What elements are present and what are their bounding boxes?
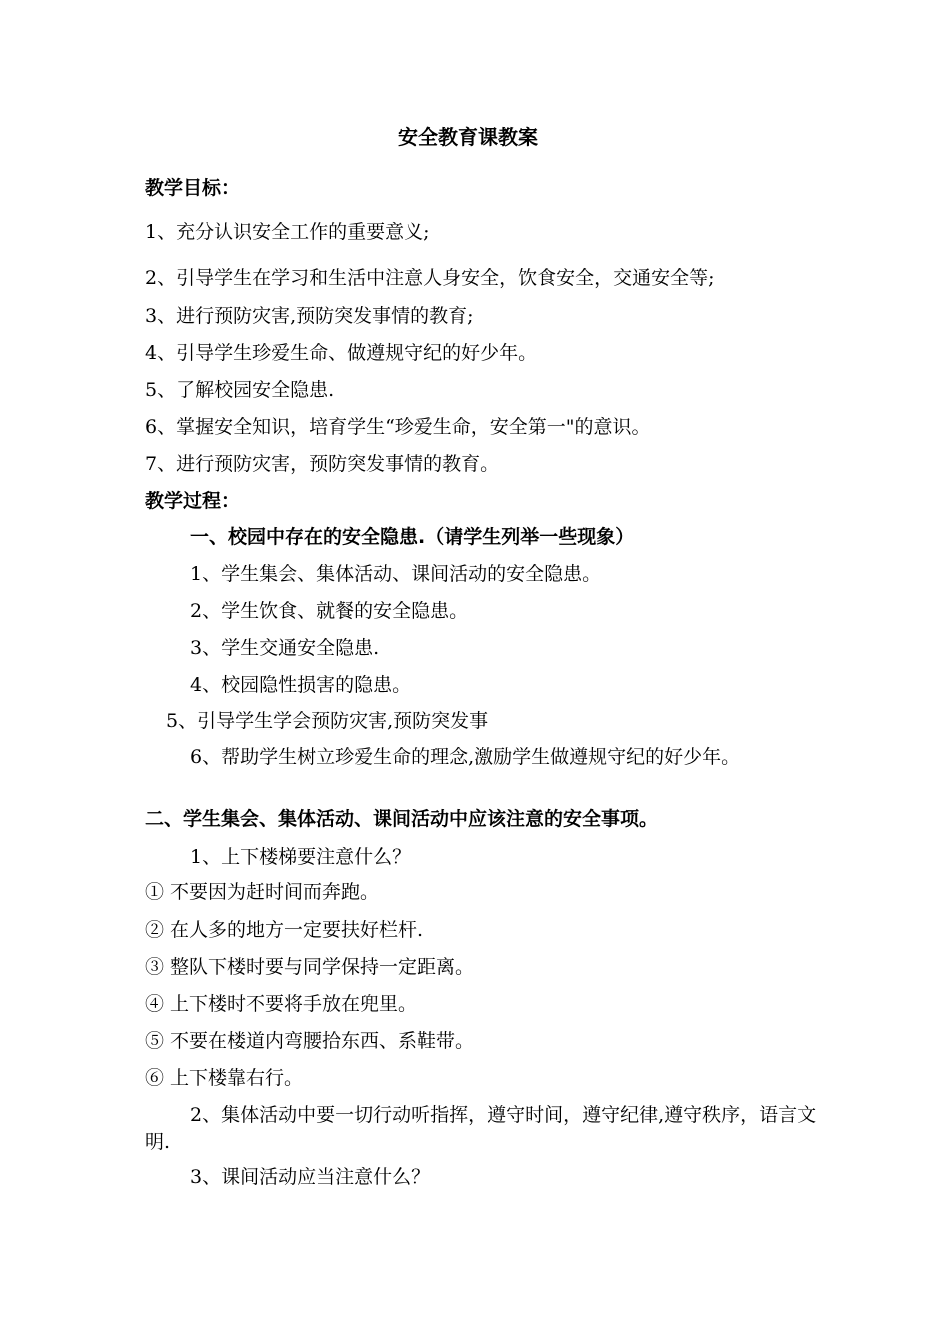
section2-group-activity: 2、集体活动中要一切行动听指挥，遵守时间，遵守纪律,遵守秩序，语言文明. xyxy=(145,1104,817,1153)
stairs-rule: ③ 整队下楼时要与同学保持一定距离。 xyxy=(145,956,475,978)
section1-item: 4、校园隐性损害的隐患。 xyxy=(190,674,412,696)
objective-item: 1、充分认识安全工作的重要意义; xyxy=(145,221,430,243)
section1-item: 6、帮助学生树立珍爱生命的理念,激励学生做遵规守纪的好少年。 xyxy=(190,746,741,768)
stairs-rule: ① 不要因为赶时间而奔跑。 xyxy=(145,881,380,903)
section1-item: 2、学生饮食、就餐的安全隐患。 xyxy=(190,600,469,622)
objectives-heading: 教学目标： xyxy=(145,177,241,199)
section1-item: 1、学生集会、集体活动、课间活动的安全隐患。 xyxy=(190,563,602,585)
process-heading: 教学过程： xyxy=(145,490,241,512)
section2-question-stairs: 1、上下楼梯要注意什么？ xyxy=(190,846,412,868)
stairs-rule: ④ 上下楼时不要将手放在兜里。 xyxy=(145,993,418,1015)
section1-item: 5、引导学生学会预防灾害,预防突发事 xyxy=(166,710,489,732)
section1-heading: 一、校园中存在的安全隐患.（请学生列举一些现象） xyxy=(190,526,635,548)
stairs-rule: ⑥ 上下楼靠右行。 xyxy=(145,1067,304,1089)
objective-item: 4、引导学生珍爱生命、做遵规守纪的好少年。 xyxy=(145,342,538,364)
objective-item: 3、进行预防灾害,预防突发事情的教育; xyxy=(145,305,474,327)
document-title: 安全教育课教案 xyxy=(398,125,538,149)
objective-item: 5、了解校园安全隐患. xyxy=(145,379,335,401)
section2-question-break: 3、课间活动应当注意什么？ xyxy=(190,1166,431,1188)
objective-item: 7、进行预防灾害，预防突发事情的教育。 xyxy=(145,453,500,475)
stairs-rule: ② 在人多的地方一定要扶好栏杆. xyxy=(145,919,424,941)
objective-item: 2、引导学生在学习和生活中注意人身安全，饮食安全，交通安全等; xyxy=(145,267,715,289)
objective-item: 6、掌握安全知识，培育学生“珍爱生命，安全第一"的意识。 xyxy=(145,416,651,438)
section1-item: 3、学生交通安全隐患. xyxy=(190,637,380,659)
stairs-rule: ⑤ 不要在楼道内弯腰拾东西、系鞋带。 xyxy=(145,1030,475,1052)
section2-heading: 二、学生集会、集体活动、课间活动中应该注意的安全事项。 xyxy=(145,808,659,830)
